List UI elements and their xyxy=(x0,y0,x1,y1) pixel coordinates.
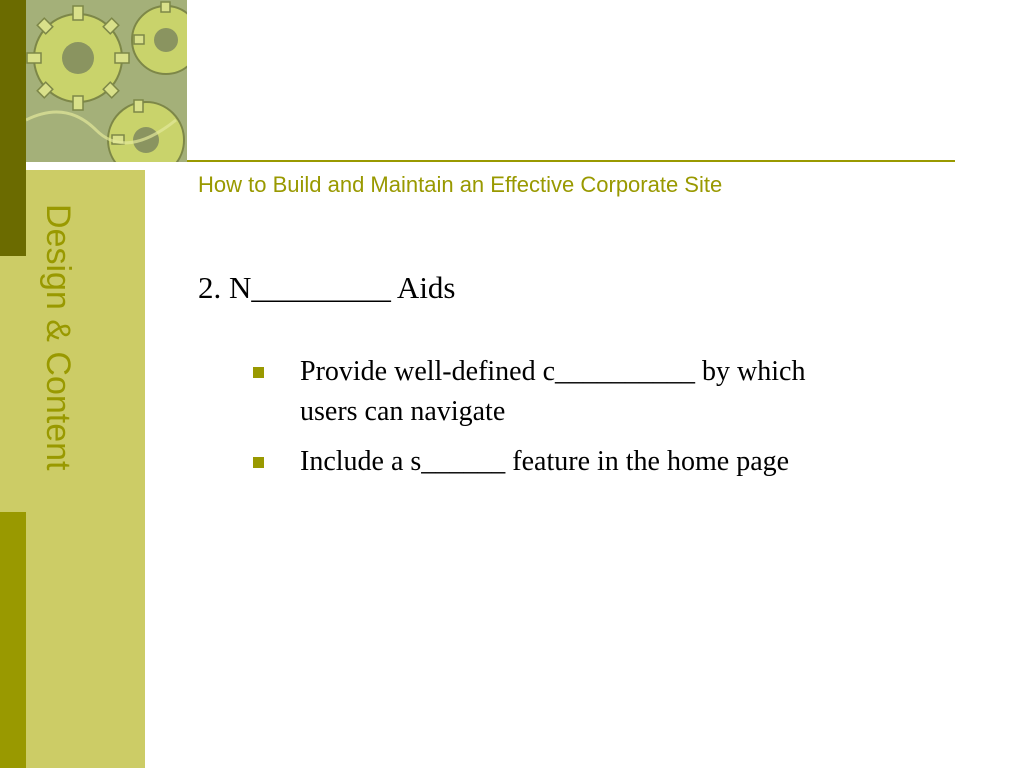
presentation-subtitle: How to Build and Maintain an Effective Corporate Site xyxy=(198,172,723,197)
header-rule xyxy=(187,160,955,162)
bullet-list xyxy=(250,352,910,492)
left-band-light xyxy=(0,256,26,512)
bullet-item xyxy=(250,442,910,482)
gears-image xyxy=(26,0,187,162)
left-band-olive xyxy=(0,512,26,768)
section-title-vertical: Design & Content xyxy=(39,204,77,471)
bullet-text: Provide well-defined c__________ by which users can navigate xyxy=(300,356,806,427)
bullet-item xyxy=(250,352,910,432)
square-bullet-icon xyxy=(253,457,264,468)
bullet-text: Include a s______ feature in the home page xyxy=(300,446,790,477)
slide-title: 2. N_________ Aids xyxy=(198,270,456,305)
square-bullet-icon xyxy=(253,367,264,378)
left-band-dark xyxy=(0,0,26,256)
